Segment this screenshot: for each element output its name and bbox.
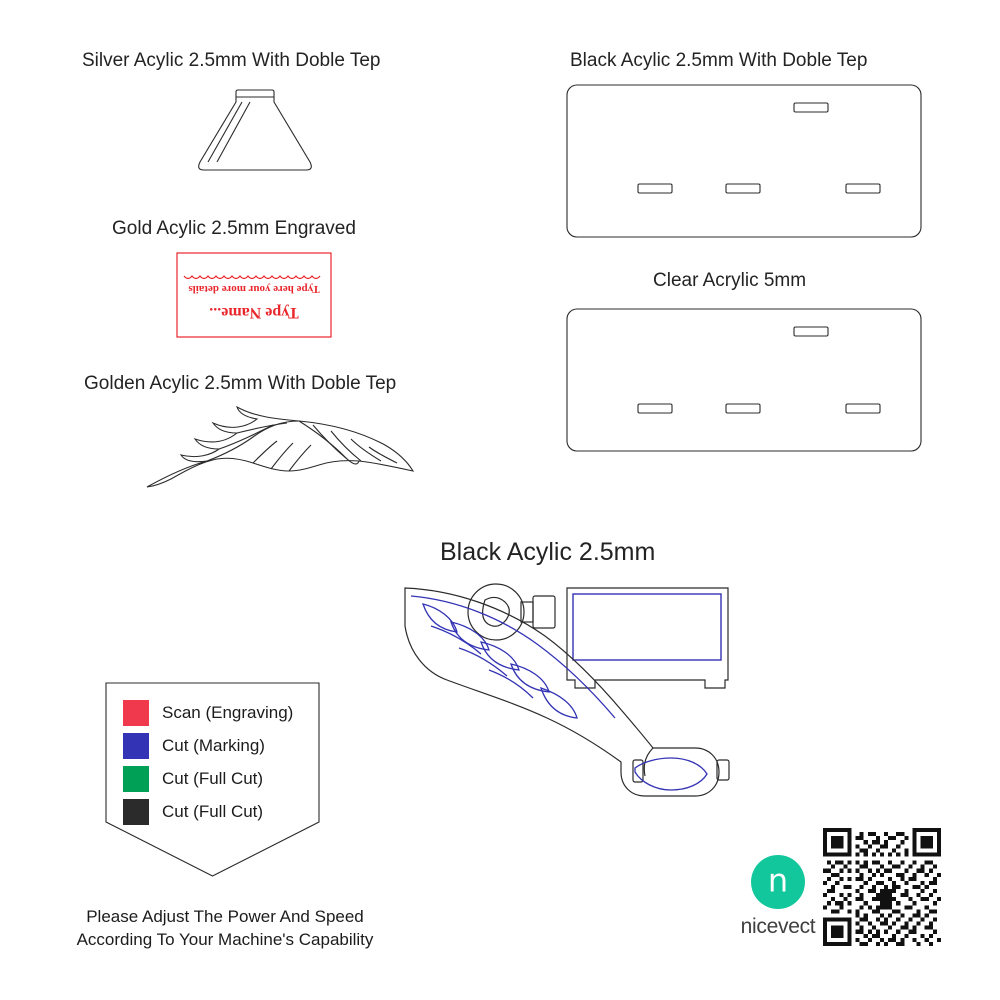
slot-bottom-left [638,184,672,193]
part-base-plate-black [566,84,922,238]
brand-logo [738,855,818,939]
ring-inner [483,597,510,626]
frame-inner-marking [573,594,721,660]
label-golden-acrylic: Golden Acylic 2.5mm With Doble Tep [84,373,397,394]
engraved-line-2: Type here your more details [188,283,320,295]
engraved-line-1: Type Name... [209,304,299,321]
slot-bottom-center [726,184,760,193]
legend-swatch-scan [123,700,149,726]
label-clear-acrylic: Clear Acrylic 5mm [653,270,807,291]
legend-label-full-cut-black: Cut (Full Cut) [162,801,264,821]
legend-item-cut-full-black [105,795,320,828]
brand-name: nicevect [740,915,816,938]
slot-bottom-right [846,184,880,193]
label-black-acrylic-tape: Black Acylic 2.5mm With Doble Tep [570,50,868,71]
legend-swatch-marking [123,733,149,759]
slot-top [794,103,828,112]
legend-item-cut-marking [105,729,320,762]
logo-glyph: n [767,861,789,900]
ring-outer [468,584,524,640]
legend-note [60,905,390,951]
connector-block [533,596,555,628]
qr-code [823,828,941,946]
slot-bottom-right [846,404,880,413]
frame-outer [567,588,728,688]
legend-label-full-cut-green: Cut (Full Cut) [162,768,264,788]
legend-note-line-2: According To Your Machine's Capability [76,930,374,949]
nicevect-logo-icon [751,855,805,909]
part-engraved-plate [176,252,332,338]
label-black-acrylic-assembly: Black Acylic 2.5mm [440,538,656,566]
legend [105,682,320,877]
slot-bottom-left [638,404,672,413]
legend-swatch-full-cut-black [123,799,149,825]
legend-label-marking: Cut (Marking) [162,735,265,755]
legend-note-line-1: Please Adjust The Power And Speed [86,907,364,926]
legend-item-scan-engraving [105,696,320,729]
legend-item-cut-full-green [105,762,320,795]
label-silver-acrylic: Silver Acylic 2.5mm With Doble Tep [82,50,381,71]
slot-bottom-center [726,404,760,413]
part-feather-golden [145,405,415,495]
label-gold-engraved: Gold Acylic 2.5mm Engraved [112,218,356,239]
legend-label-scan: Scan (Engraving) [162,702,294,722]
slot-top [794,327,828,336]
part-base-plate-clear [566,308,922,452]
legend-swatch-full-cut-green [123,766,149,792]
part-assembly-black-acrylic [395,570,755,830]
part-trapezoid-silver [190,88,320,178]
